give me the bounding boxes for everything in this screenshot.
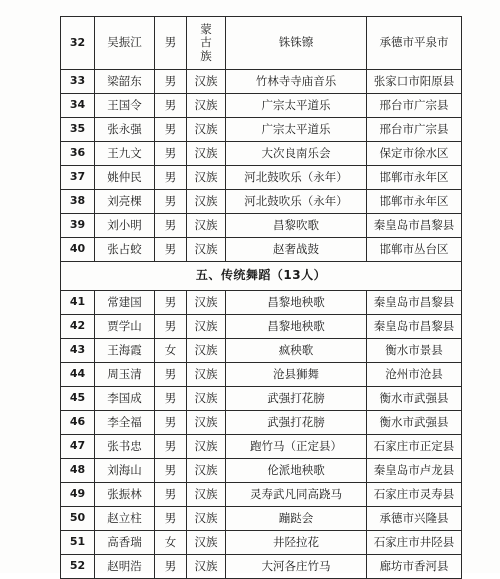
table-row <box>61 94 462 118</box>
gender-cell: 男 <box>155 507 187 531</box>
region-cell: 邢台市广宗县 <box>367 94 462 118</box>
person-name: 周玉清 <box>95 363 155 387</box>
row-number: 34 <box>61 94 95 118</box>
table-row <box>61 555 462 579</box>
ethnicity-cell: 蒙古族 <box>187 17 226 70</box>
region-cell: 衡水市武强县 <box>367 411 462 435</box>
row-number: 45 <box>61 387 95 411</box>
gender-cell: 男 <box>155 94 187 118</box>
inheritor-table <box>60 16 462 579</box>
table-row <box>61 166 462 190</box>
ethnicity-cell: 汉族 <box>187 555 226 579</box>
person-name: 刘小明 <box>95 214 155 238</box>
gender-cell: 女 <box>155 339 187 363</box>
project-name: 昌黎地秧歌 <box>226 291 367 315</box>
ethnicity-cell: 汉族 <box>187 411 226 435</box>
person-name: 梁韶东 <box>95 70 155 94</box>
region-cell: 石家庄市正定县 <box>367 435 462 459</box>
table-row <box>61 531 462 555</box>
project-name: 蹦跶会 <box>226 507 367 531</box>
ethnicity-cell: 汉族 <box>187 238 226 262</box>
person-name: 张振林 <box>95 483 155 507</box>
gender-cell: 男 <box>155 555 187 579</box>
person-name: 王国令 <box>95 94 155 118</box>
ethnicity-cell: 汉族 <box>187 190 226 214</box>
gender-cell: 男 <box>155 363 187 387</box>
table-row <box>61 483 462 507</box>
ethnicity-cell: 汉族 <box>187 315 226 339</box>
row-number: 32 <box>61 17 95 70</box>
ethnicity-cell: 汉族 <box>187 291 226 315</box>
person-name: 李全福 <box>95 411 155 435</box>
ethnicity-cell: 汉族 <box>187 214 226 238</box>
gender-cell: 男 <box>155 118 187 142</box>
gender-cell: 男 <box>155 142 187 166</box>
region-cell: 邯郸市丛台区 <box>367 238 462 262</box>
person-name: 王九文 <box>95 142 155 166</box>
project-name: 大河各庄竹马 <box>226 555 367 579</box>
project-name: 铢铢镲 <box>226 17 367 70</box>
person-name: 王海霞 <box>95 339 155 363</box>
row-number: 50 <box>61 507 95 531</box>
table-row <box>61 291 462 315</box>
ethnicity-cell: 汉族 <box>187 166 226 190</box>
ethnicity-cell: 汉族 <box>187 531 226 555</box>
region-cell: 石家庄市井陉县 <box>367 531 462 555</box>
table-row <box>61 70 462 94</box>
table-row <box>61 118 462 142</box>
project-name: 沧县狮舞 <box>226 363 367 387</box>
row-number: 39 <box>61 214 95 238</box>
row-number: 43 <box>61 339 95 363</box>
row-number: 48 <box>61 459 95 483</box>
ethnicity-cell: 汉族 <box>187 142 226 166</box>
gender-cell: 女 <box>155 531 187 555</box>
row-number: 40 <box>61 238 95 262</box>
project-name: 河北鼓吹乐（永年） <box>226 166 367 190</box>
region-cell: 衡水市武强县 <box>367 387 462 411</box>
table-row <box>61 190 462 214</box>
row-number: 49 <box>61 483 95 507</box>
gender-cell: 男 <box>155 291 187 315</box>
person-name: 张永强 <box>95 118 155 142</box>
project-name: 疯秧歌 <box>226 339 367 363</box>
table-row <box>61 411 462 435</box>
table-row <box>61 339 462 363</box>
project-name: 竹林寺寺庙音乐 <box>226 70 367 94</box>
row-number: 35 <box>61 118 95 142</box>
row-number: 37 <box>61 166 95 190</box>
person-name: 姚仲民 <box>95 166 155 190</box>
table-body-dance <box>61 291 462 579</box>
gender-cell: 男 <box>155 190 187 214</box>
table-row <box>61 238 462 262</box>
table-row <box>61 507 462 531</box>
table-row <box>61 315 462 339</box>
row-number: 44 <box>61 363 95 387</box>
ethnicity-cell: 汉族 <box>187 118 226 142</box>
project-name: 昌黎吹歌 <box>226 214 367 238</box>
ethnicity-cell: 汉族 <box>187 387 226 411</box>
person-name: 赵明浩 <box>95 555 155 579</box>
gender-cell: 男 <box>155 214 187 238</box>
region-cell: 承德市平泉市 <box>367 17 462 70</box>
row-number: 46 <box>61 411 95 435</box>
section-row <box>61 262 462 291</box>
row-number: 47 <box>61 435 95 459</box>
ethnicity-cell: 汉族 <box>187 70 226 94</box>
project-name: 大次良南乐会 <box>226 142 367 166</box>
table-body-music <box>61 17 462 262</box>
row-number: 33 <box>61 70 95 94</box>
gender-cell: 男 <box>155 435 187 459</box>
gender-cell: 男 <box>155 483 187 507</box>
region-cell: 秦皇岛市昌黎县 <box>367 315 462 339</box>
region-cell: 承德市兴隆县 <box>367 507 462 531</box>
row-number: 51 <box>61 531 95 555</box>
ethnicity-cell: 汉族 <box>187 94 226 118</box>
gender-cell: 男 <box>155 315 187 339</box>
project-name: 灵寿武凡同高跷马 <box>226 483 367 507</box>
gender-cell: 男 <box>155 238 187 262</box>
gender-cell: 男 <box>155 17 187 70</box>
region-cell: 秦皇岛市昌黎县 <box>367 291 462 315</box>
person-name: 贾学山 <box>95 315 155 339</box>
row-number: 42 <box>61 315 95 339</box>
person-name: 高香瑞 <box>95 531 155 555</box>
region-cell: 张家口市阳原县 <box>367 70 462 94</box>
row-number: 36 <box>61 142 95 166</box>
gender-cell: 男 <box>155 70 187 94</box>
ethnicity-cell: 汉族 <box>187 483 226 507</box>
table-row <box>61 459 462 483</box>
region-cell: 廊坊市香河县 <box>367 555 462 579</box>
region-cell: 秦皇岛市卢龙县 <box>367 459 462 483</box>
project-name: 赵奢战鼓 <box>226 238 367 262</box>
region-cell: 邯郸市永年区 <box>367 166 462 190</box>
project-name: 跑竹马（正定县） <box>226 435 367 459</box>
person-name: 刘亮棵 <box>95 190 155 214</box>
gender-cell: 男 <box>155 411 187 435</box>
region-cell: 沧州市沧县 <box>367 363 462 387</box>
person-name: 赵立柱 <box>95 507 155 531</box>
region-cell: 邯郸市永年区 <box>367 190 462 214</box>
project-name: 昌黎地秧歌 <box>226 315 367 339</box>
region-cell: 衡水市景县 <box>367 339 462 363</box>
row-number: 41 <box>61 291 95 315</box>
table-row <box>61 435 462 459</box>
project-name: 广宗太平道乐 <box>226 94 367 118</box>
person-name: 张书忠 <box>95 435 155 459</box>
project-name: 武强打花膀 <box>226 411 367 435</box>
table-row <box>61 142 462 166</box>
ethnicity-cell: 汉族 <box>187 459 226 483</box>
project-name: 井陉拉花 <box>226 531 367 555</box>
table-row <box>61 363 462 387</box>
table-row <box>61 387 462 411</box>
ethnicity-cell: 汉族 <box>187 339 226 363</box>
table-row <box>61 17 462 70</box>
project-name: 河北鼓吹乐（永年） <box>226 190 367 214</box>
ethnicity-cell: 汉族 <box>187 435 226 459</box>
person-name: 常建国 <box>95 291 155 315</box>
project-name: 广宗太平道乐 <box>226 118 367 142</box>
region-cell: 邢台市广宗县 <box>367 118 462 142</box>
person-name: 李国成 <box>95 387 155 411</box>
table-row <box>61 214 462 238</box>
gender-cell: 男 <box>155 459 187 483</box>
gender-cell: 男 <box>155 387 187 411</box>
ethnicity-cell: 汉族 <box>187 363 226 387</box>
project-name: 伦派地秧歌 <box>226 459 367 483</box>
region-cell: 石家庄市灵寿县 <box>367 483 462 507</box>
region-cell: 保定市徐水区 <box>367 142 462 166</box>
project-name: 武强打花膀 <box>226 387 367 411</box>
region-cell: 秦皇岛市昌黎县 <box>367 214 462 238</box>
person-name: 吴振江 <box>95 17 155 70</box>
ethnicity-cell: 汉族 <box>187 507 226 531</box>
gender-cell: 男 <box>155 166 187 190</box>
person-name: 刘海山 <box>95 459 155 483</box>
person-name: 张占蛟 <box>95 238 155 262</box>
section-header <box>61 262 462 291</box>
section-title: 五、传统舞蹈（13人） <box>61 262 462 291</box>
row-number: 38 <box>61 190 95 214</box>
row-number: 52 <box>61 555 95 579</box>
